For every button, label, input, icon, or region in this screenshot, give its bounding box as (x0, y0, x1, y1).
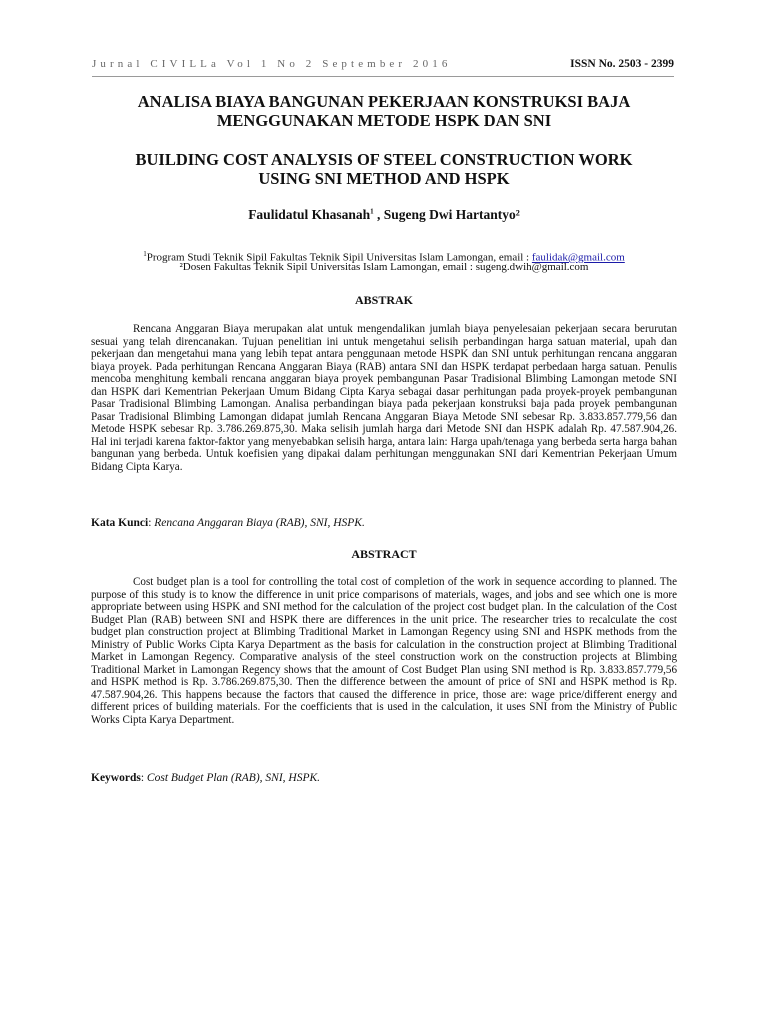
abstrak-body: Rencana Anggaran Biaya merupakan alat untuk mengendalikan jumlah biaya penyelesaian pekerjaan secara berurutan sesuai yang telah direncanakan. Tujuan penelitian ini untuk mengetahui selisih perbandingan harga satuan material, upah dan pekerjaan dan mengetahui mana yang lebih tepat antara penggunaan metode HSPK dan SNI untuk perhitungan rencana anggaran biaya proyek. Pada perhitungan Rencana Anggaran Biaya (RAB) antara SNI dan HSPK terdapat perbedaan harga satuan. Penulis mencoba menghitung kembali rencana anggaran biaya proyek pembangunan Pasar Tradisional Blimbing Lamongan metode SNI dan HSPK dari Kementrian Pekerjaan Umum Bidang Cipta Karya sebagai dasar perhitungan pada proyek-proyek pembangunan Pasar Tradisional Blimbing Lamongan. Analisa perbandingan biaya pada pekerjaan konstruksi baja pada proyek pembangunan Pasar Tradisional Blimbing Lamongan didapat jumlah Rencana Anggaran Biaya Metode SNI sebesar Rp. 3.833.857.779,56 dan Metode HSPK sebesar Rp. 3.786.269.875,30. Maka selisih jumlah harga dari Metode SNI dan HSPK adalah Rp. 47.587.904,26. Hal ini terjadi karena faktor-faktor yang menyebabkan selisih harga, antara lain: Harga upah/tenaga yang berbeda serta harga bahan bangunan yang berbeda. Untuk koefisien yang dipakai dalam perhitungan menggunakan SNI dari Kementrian Pekerjaan Umum Bidang Cipta Karya. (91, 323, 677, 473)
affiliation-2-text: ²Dosen Fakultas Teknik Sipil Universitas Islam Lamongan, email : sugeng.dwih@gmail.com (179, 261, 589, 273)
title-id-line1: ANALISA BIAYA BANGUNAN PEKERJAAN KONSTRUKSI BAJA (137, 92, 631, 111)
author-separator: , (373, 207, 384, 222)
abstrak-heading: ABSTRAK (354, 293, 413, 307)
abstract-heading: ABSTRACT (351, 547, 417, 561)
kata-kunci (91, 517, 677, 529)
journal-name: Jurnal CIVILLa Vol 1 No 2 September 2016 (92, 58, 452, 70)
keywords (91, 772, 677, 784)
kata-kunci-sep: : (148, 517, 155, 529)
keywords-value: Cost Budget Plan (RAB), SNI, HSPK. (146, 772, 321, 784)
author-1: Faulidatul Khasanah (248, 207, 371, 222)
title-id-line2: MENGGUNAKAN METODE HSPK DAN SNI (216, 111, 552, 130)
affiliation-1-text: Program Studi Teknik Sipil Fakultas Teknik Sipil Universitas Islam Lamongan, email : (146, 251, 532, 264)
title-indonesian (80, 92, 688, 130)
kata-kunci-value: Rencana Anggaran Biaya (RAB), SNI, HSPK. (154, 517, 365, 529)
author-1-sup: 1 (370, 207, 374, 216)
abstract-body: Cost budget plan is a tool for controlling the total cost of completion of the work in sequence according to planned. The purpose of this study is to know the difference in unit price comparisons of materials, wages, and jobs and see which one is more appropriate between using HSPK and SNI method for the calculation of the project cost budget plan. In the calculation of the Cost Budget Plan (RAB) between SNI and HSPK there are differences in the unit price. The researcher tries to recalculate the cost budget plan construction project at Blimbing Traditional Market in Lamongan Regency using SNI and HSPK methods from the Ministry of Public Works Cipta Karya Department as the basis for calculation in the construction project at Blimbing Traditional Market in Lamongan Regency. Comparative analysis of the steel construction work on the construction projects at Blimbing Traditional Market in Lamongan Regency shows that the amount of Cost Budget Plan using SNI method is Rp. 3.833.857.779,56 and HSPK method is Rp. 3.786.269.875,30. Then the difference between the amount of price of SNI and HSPK method is Rp. 47.587.904,26. This happens because the factors that caused the difference in price, those are: wage price/different energy and different prices of building materials. For the coefficients that is used in the calculation, it uses SNI from the Ministry of Public Works Cipta Karya Department. (91, 576, 677, 726)
author-2: Sugeng Dwi Hartantyo² (383, 207, 520, 222)
issn-number: ISSN No. 2503 - 2399 (570, 58, 674, 70)
affiliation-1-sup: 1 (143, 250, 147, 258)
author-1-email-link[interactable]: faulidak@gmail.com (531, 251, 625, 264)
title-en-line1: BUILDING COST ANALYSIS OF STEEL CONSTRUCTION WORK (135, 150, 633, 169)
kata-kunci-label: Kata Kunci (91, 517, 149, 529)
running-header (92, 58, 674, 77)
keywords-sep: : (140, 772, 147, 784)
keywords-label: Keywords (91, 772, 141, 784)
affiliation-2 (80, 261, 688, 274)
author-line (80, 207, 688, 223)
title-english (80, 150, 688, 188)
title-en-line2: USING SNI METHOD AND HSPK (258, 169, 510, 188)
